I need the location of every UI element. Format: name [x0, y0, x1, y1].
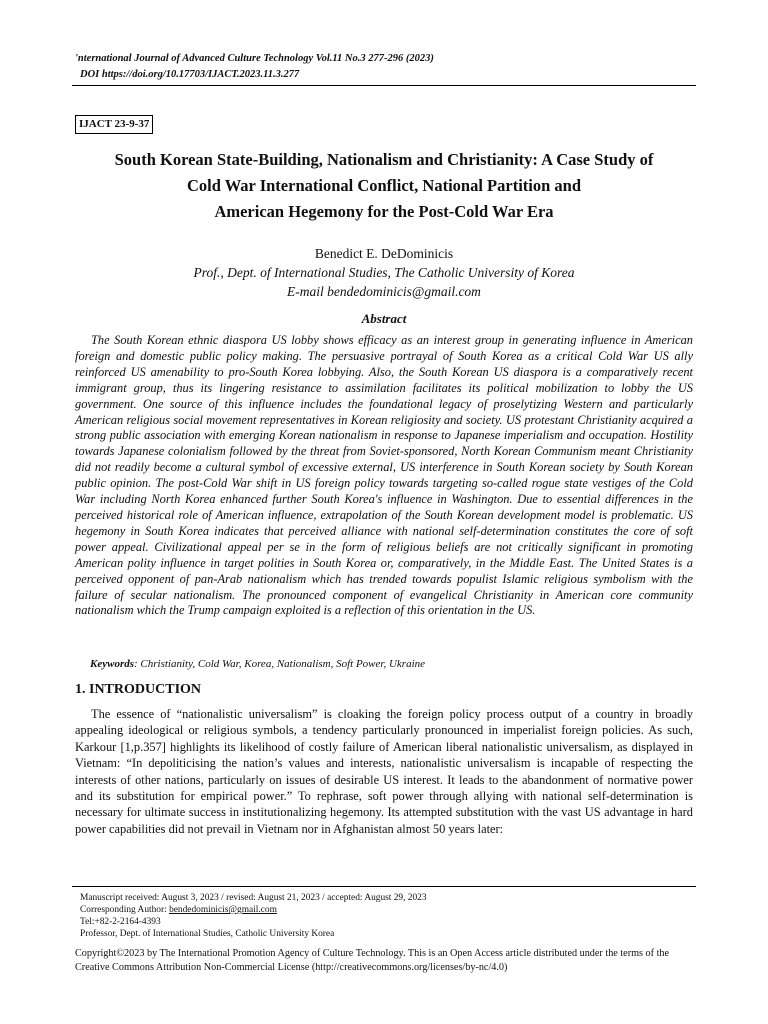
paper-id-badge: IJACT 23-9-37: [75, 115, 153, 134]
header-divider: [72, 85, 696, 86]
introduction-paragraph: The essence of “nationalistic universalism” is cloaking the foreign policy process output of a country in broadly appealing ideological or religious symbols, a tendency particularly pronounced in imperialist foreign policies. As such, Karkour [1,p.357] highlights its likelihood of costly failure of American liberal nationalistic universalism, as displayed in Vietnam: “In depoliticising the nation’s values and interests, nationalistic universalism is incapable of respecting the interests of other nations, particularly on issues of desirable US interest. It leads to the abandonment of normative power and its substitution for empirical power.” To rephrase, soft power through allying with national self-determination is necessary for ultimate success in institutionalizing hegemony. Its attempted substitution with the vast US advantage in hard power capabilities did not prevail in Vietnam nor in Afghanistan almost 50 years later:: [75, 707, 693, 836]
title-line: South Korean State-Building, Nationalism and Christianity: A Case Study of: [114, 150, 654, 169]
author-email: E-mail bendedominicis@gmail.com: [287, 284, 481, 299]
corresponding-email-link[interactable]: bendedominicis@gmail.com: [169, 905, 277, 915]
keywords: [90, 658, 425, 670]
abstract-heading: Abstract: [361, 311, 407, 326]
author-position: Professor, Dept. of International Studies, Catholic University Korea: [80, 929, 335, 939]
doi-header: DOI https://doi.org/10.17703/IJACT.2023.11.3.277: [80, 69, 300, 80]
title-line: American Hegemony for the Post-Cold War Era: [214, 202, 554, 221]
keywords-label: Keywords: [90, 658, 134, 670]
author-name: Benedict E. DeDominicis: [314, 246, 454, 261]
manuscript-dates: Manuscript received: August 3, 2023 / revised: August 21, 2023 / accepted: August 29, 2023: [80, 893, 427, 903]
paper-title: [72, 147, 696, 225]
keywords-value: : Christianity, Cold War, Korea, Nationalism, Soft Power, Ukraine: [134, 658, 426, 670]
journal-header: 'nternational Journal of Advanced Culture Technology Vol.11 No.3 277-296 (2023): [75, 53, 434, 64]
author-block: [72, 244, 696, 301]
corresponding-author: [80, 904, 427, 916]
footnotes: [80, 892, 427, 940]
copyright-notice: Copyright©2023 by The International Promotion Agency of Culture Technology. This is an Open Access article distributed under the terms of the Creative Commons Attribution Non-Commercial License (http://creativecommons.org/licenses/by-nc/4.0): [75, 948, 670, 973]
corresponding-label: Corresponding Author:: [80, 905, 170, 915]
footnote-divider: [72, 886, 696, 887]
telephone: Tel:+82-2-2164-4393: [80, 917, 161, 927]
author-affiliation: Prof., Dept. of International Studies, The Catholic University of Korea: [193, 265, 575, 280]
section-heading-introduction: 1. INTRODUCTION: [75, 682, 202, 697]
title-line: Cold War International Conflict, National Partition and: [186, 176, 582, 195]
abstract-text: The South Korean ethnic diaspora US lobby shows efficacy as an interest group in generating influence in American foreign and domestic public policy making. The persuasive portrayal of South Korea as a critical Cold War US ally reinforced US amenability to pro-South Korea lobbying. Also, the South Korean US diaspora is a comparatively recent immigrant group, thus its lingering resistance to assimilation facilitates its political mobilization to lobby the US government. One source of this influence includes the foundational legacy of proselytizing Western and particularly American religious social movement representatives in Korean religiosity and society. US protestant Christianity acquired a strong public association with emerging Korean nationalism in response to Japanese imperialism and occupation. Hostility towards Japanese colonialism followed by the threat from Soviet-sponsored, North Korean Communism meant Christianity did not readily become a cultural symbol of excessive external, US interference in South Korean society by South Korean public opinion. The post-Cold War shift in US foreign policy towards targeting so-called rogue state vestiges of the Cold War including North Korea enhanced further South Korea's influence in Washington. Due to essential differences in the perceived historical role of American influence, extrapolation of the South Korean development model is problematic. US hegemony in South Korea indicates that perceived alliance with national self-determination constitutes the core of soft power appeal. Civilizational appeal per se in the form of religious beliefs are not critically significant in promoting American polity influence in target polities in South Korea or, comparatively, in the Middle East. The United States is a perceived opponent of pan-Arab nationalism which has trended towards populist Islamic religious symbolism with the failure of secular nationalism. The pronounced component of evangelical Christianity in American core community nationalism which the Trump campaign exploited is a reflection of this orientation in the US.: [75, 333, 693, 618]
